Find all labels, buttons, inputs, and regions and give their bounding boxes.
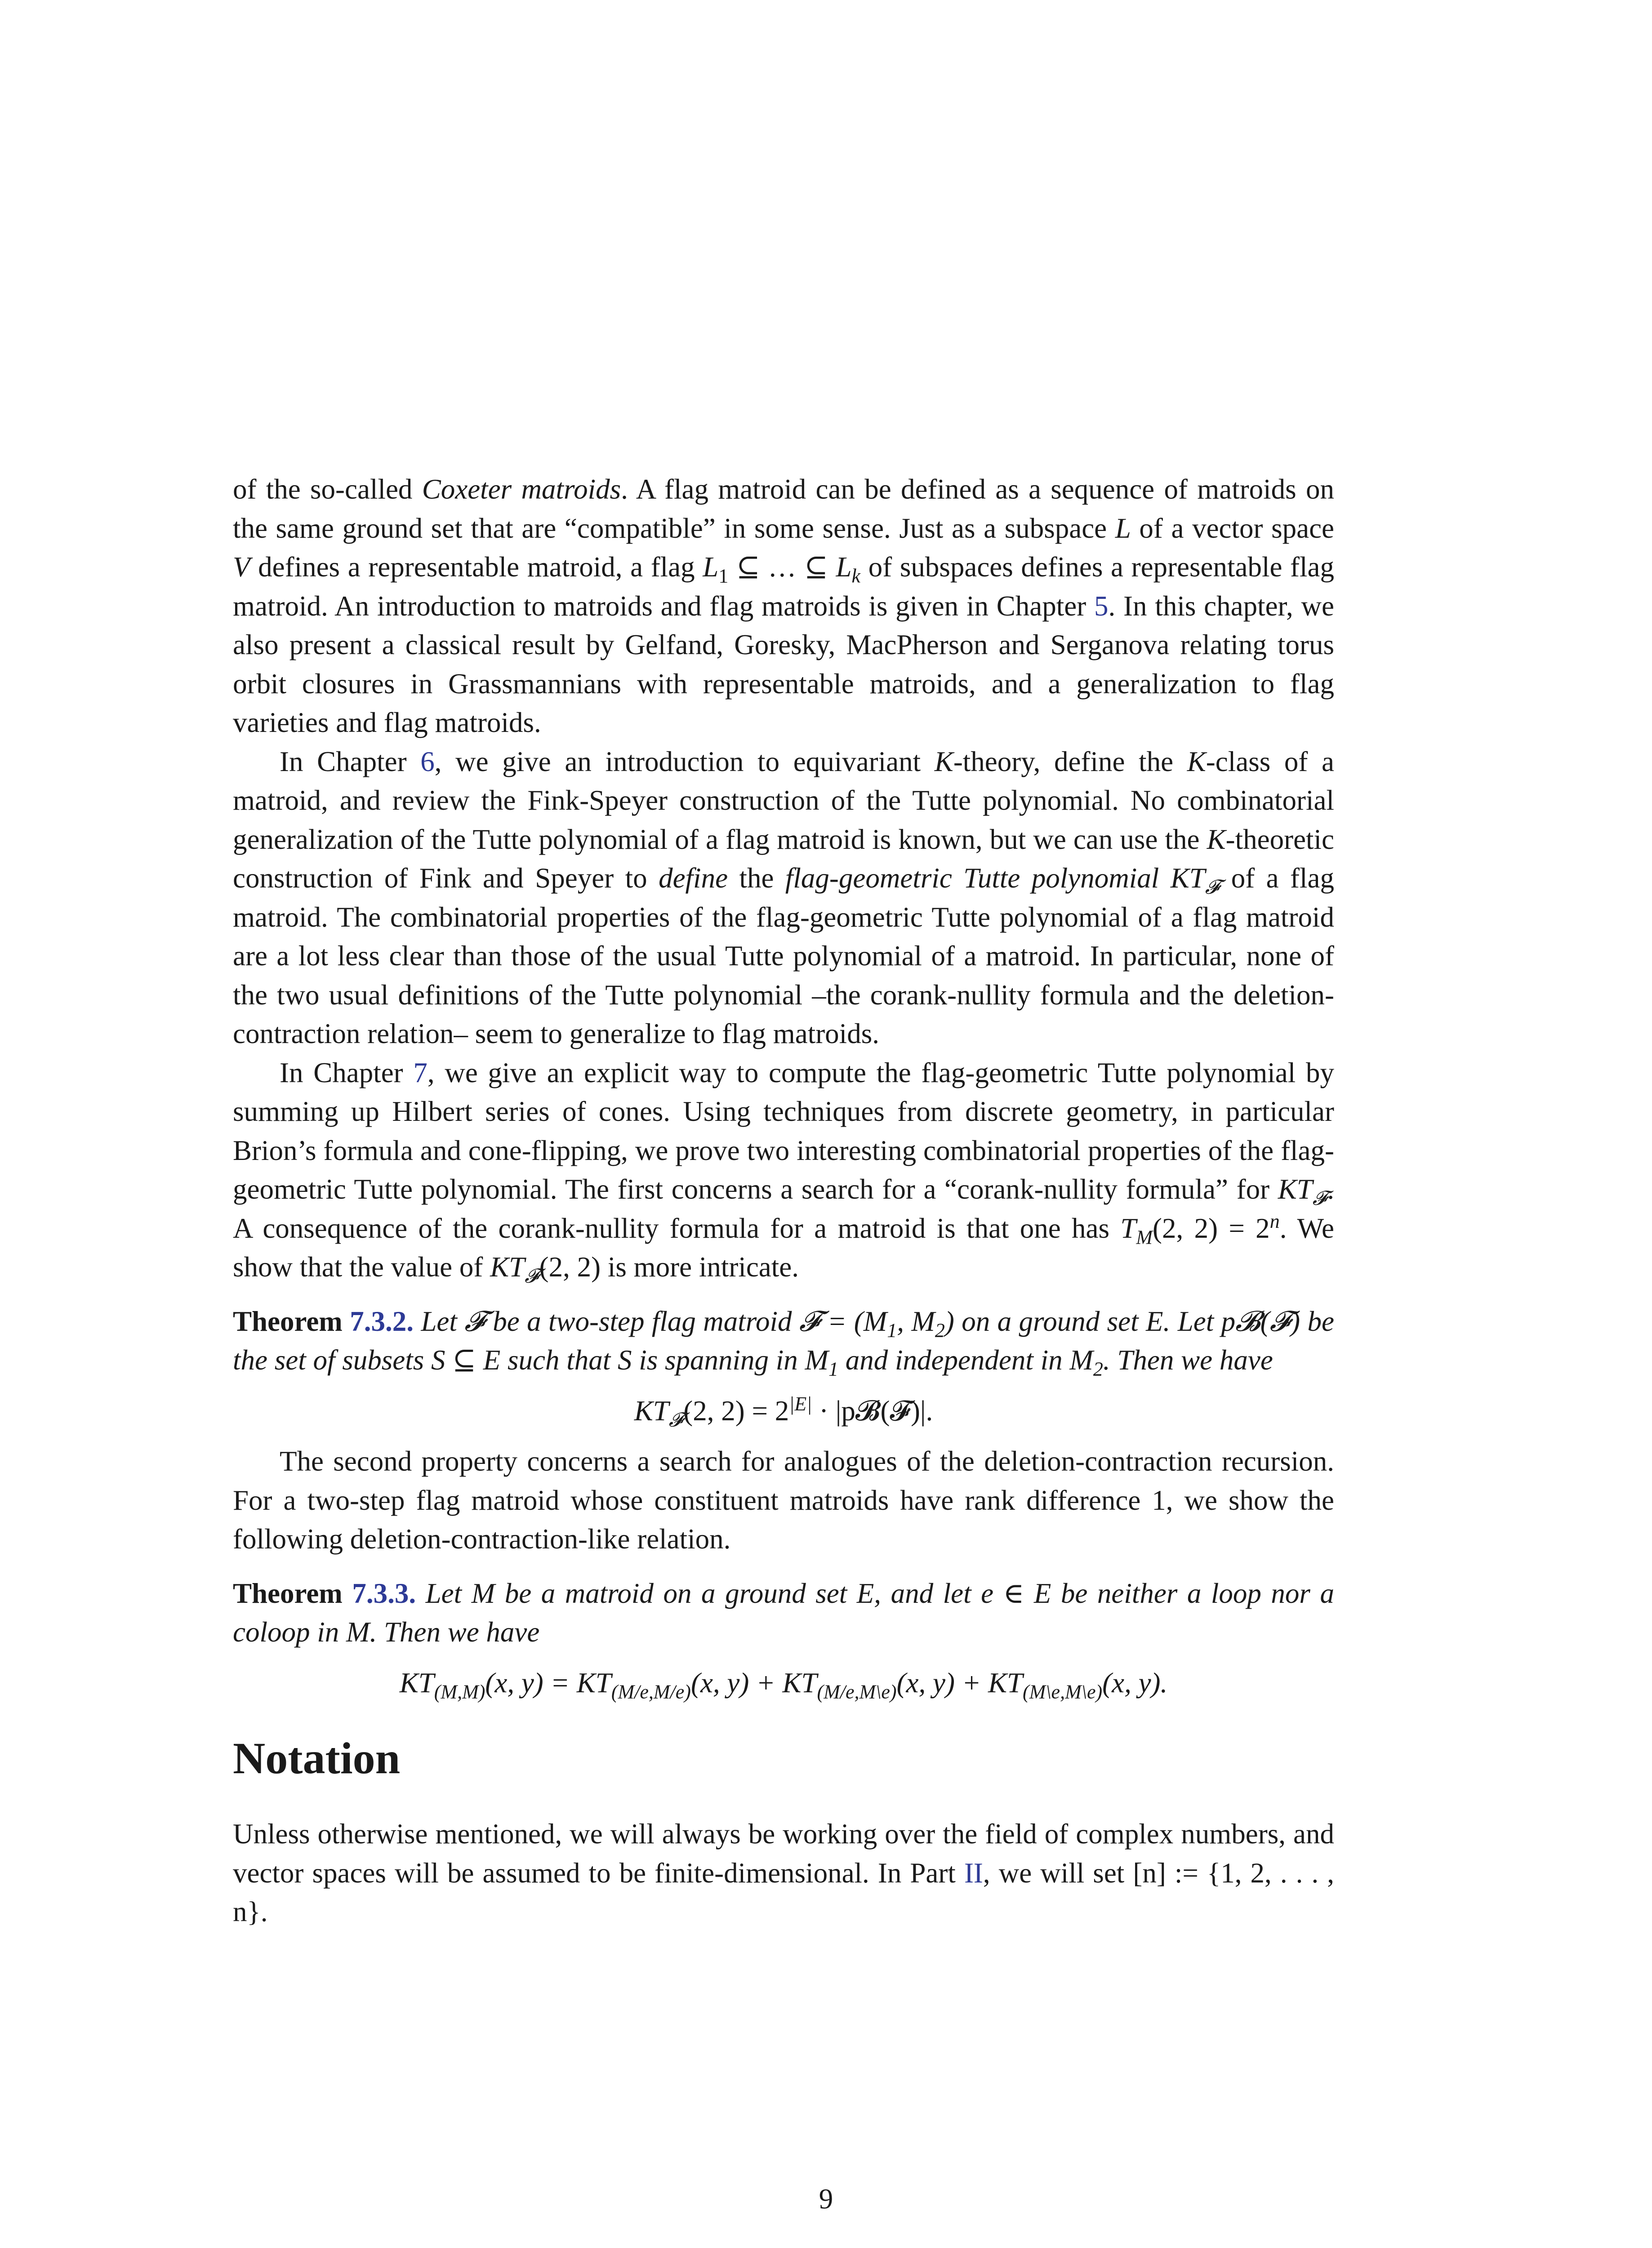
theorem-text: Let 𝓕 be a two-step flag matroid 𝓕 = (M: [413, 1305, 887, 1337]
subscript: (M/e,M\e): [817, 1681, 897, 1703]
emphasis: define: [659, 862, 728, 894]
subscript: (M,M): [434, 1681, 485, 1703]
subscript: 1: [718, 565, 729, 587]
subscript: 2: [935, 1319, 945, 1342]
page-body: [233, 470, 1334, 1931]
subscript: 𝓕: [525, 1264, 539, 1288]
text: of the so-called: [233, 473, 422, 505]
math-symbol: L: [703, 551, 719, 583]
text: , we give an explicit way to compute the flag-geometric Tutte polynomial by summing up Hilbert series of cones. Using techniques from discrete geometry, in particular Brion’s formula and cone-flipping, we prove two interesting combinatorial properties of the flag-geometric Tutte polynomial. The first concerns a search for a “corank-nullity formula” for: [233, 1057, 1334, 1205]
equation-ktf-2-2: [233, 1392, 1334, 1431]
theorem-label: Theorem: [233, 1577, 352, 1609]
paragraph-chapter-7: [233, 1053, 1334, 1287]
paragraph-coxeter: [233, 470, 1334, 742]
math-symbol: KT: [1278, 1173, 1313, 1205]
math-symbol: KT: [1159, 862, 1205, 894]
text: ⊆ … ⊆: [728, 551, 836, 583]
text: -theory, define the: [953, 745, 1187, 777]
text: In Chapter: [280, 1057, 414, 1088]
subscript: (M\e,M\e): [1023, 1681, 1103, 1703]
subscript: 𝓕: [1312, 1186, 1327, 1210]
math-symbol: K: [934, 745, 953, 777]
math-symbol: L: [1115, 512, 1131, 544]
theorem-7-3-2: [233, 1302, 1334, 1431]
text: -class of a matroid, and review the Fink-Speyer construction of the Tutte polynomial. No combinatorial generalization of the Tutte polynomial of a flag matroid is known, but we can use the: [233, 745, 1334, 855]
text: . We show that the value of: [233, 1212, 1334, 1283]
theorem-7-3-3-link[interactable]: 7.3.3.: [352, 1577, 416, 1609]
math-symbol: V: [233, 551, 250, 583]
text: of a vector space: [1131, 512, 1334, 544]
theorem-7-3-3: [233, 1574, 1334, 1703]
math-symbol: K: [1207, 823, 1226, 855]
subscript: M: [1136, 1226, 1153, 1249]
paragraph-notation: [233, 1815, 1334, 1931]
math-symbol: L: [836, 551, 852, 583]
text: of a flag matroid. The combinatorial properties of the flag-geometric Tutte polynomial of a flag matroid are a lot less clear than those of the usual Tutte polynomial of a matroid. In particular, none of the two usual definitions of the Tutte polynomial –the corank-nullity formula and the deletion-contraction relation– seem to generalize to flag matroids.: [233, 862, 1334, 1049]
math-symbol: K: [1187, 745, 1206, 777]
text: of subspaces defines a representable flag matroid. An introduction to matroids and flag matroids is given in Chapter: [233, 551, 1334, 622]
text: In Chapter: [280, 745, 421, 777]
subscript: 2: [1093, 1358, 1103, 1380]
math: KT: [399, 1667, 434, 1699]
subscript: 𝓕: [668, 1408, 684, 1432]
text: Unless otherwise mentioned, we will always be working over the field of complex numbers, and vector spaces will be assumed to be finite-dimensional. In Part: [233, 1818, 1334, 1889]
math: · |p𝓑(𝓕)|.: [812, 1395, 933, 1427]
math-symbol: T: [1120, 1212, 1136, 1244]
theorem-text: ) on a ground set E. Let p𝓑(𝓕) be the set of subsets S ⊆ E such that S is spanning in M: [233, 1305, 1335, 1376]
theorem-text: and independent in M: [838, 1344, 1093, 1376]
theorem-text: Let M be a matroid on a ground set E, and let e ∈ E be neither a loop nor a coloop in M. Then we have: [233, 1577, 1334, 1648]
text: -theoretic construction of Fink and Speyer to: [233, 823, 1334, 894]
text: (2, 2) = 2: [1153, 1212, 1270, 1244]
text: , we give an introduction to equivariant: [434, 745, 935, 777]
equation-deletion-contraction: [233, 1664, 1334, 1703]
term-flag-geometric-tutte: flag-geometric Tutte polynomial: [785, 862, 1159, 894]
text: the: [728, 862, 785, 894]
subscript: 1: [828, 1358, 838, 1380]
subscript: 1: [887, 1319, 897, 1342]
math: (x, y).: [1102, 1667, 1168, 1699]
page-number: 9: [819, 2183, 833, 2215]
theorem-text: . Then we have: [1103, 1344, 1273, 1376]
subscript: (M/e,M/e): [611, 1681, 691, 1703]
math-symbol: KT: [490, 1251, 525, 1283]
text: The second property concerns a search for analogues of the deletion-contraction recursion. For a two-step flag matroid whose constituent matroids have rank difference 1, we show the following deletion-contraction-like relation.: [233, 1445, 1334, 1555]
section-heading-notation: Notation: [233, 1733, 401, 1783]
chapter-5-link[interactable]: 5: [1094, 590, 1109, 622]
text: . A flag matroid can be defined as a sequence of matroids on the same ground set that are “compatible” in some sense. Just as a subspace: [233, 473, 1334, 544]
paragraph-deletion-contraction: [233, 1442, 1334, 1559]
chapter-7-link[interactable]: 7: [413, 1057, 427, 1088]
superscript: n: [1269, 1210, 1280, 1232]
text: . In this chapter, we also present a classical result by Gelfand, Goresky, MacPherson and Serganova relating torus orbit closures in Grassmannians with representable matroids, and a generalization to flag varieties and flag matroids.: [233, 590, 1334, 738]
text: defines a representable matroid, a flag: [250, 551, 703, 583]
math: (2, 2) = 2: [683, 1395, 789, 1427]
math: (x, y) + KT: [896, 1667, 1023, 1699]
part-ii-link[interactable]: II: [964, 1857, 983, 1889]
theorem-text: , M: [897, 1305, 935, 1337]
chapter-6-link[interactable]: 6: [420, 745, 435, 777]
subscript: k: [851, 565, 861, 587]
term-coxeter-matroids: Coxeter matroids: [422, 473, 621, 505]
text: . A consequence of the corank-nullity formula for a matroid is that one has: [233, 1173, 1334, 1244]
paragraph-chapter-6: [233, 742, 1334, 1053]
text: (2, 2) is more intricate.: [539, 1251, 799, 1283]
math: (x, y) = KT: [485, 1667, 611, 1699]
theorem-7-3-2-link[interactable]: 7.3.2.: [350, 1305, 414, 1337]
math: (x, y) + KT: [690, 1667, 817, 1699]
theorem-label: Theorem: [233, 1305, 350, 1337]
math: KT: [634, 1395, 669, 1427]
superscript: |E|: [789, 1392, 812, 1415]
subscript: 𝓕: [1205, 875, 1220, 899]
text: , we will set [n] := {1, 2, . . . , n}.: [233, 1857, 1334, 1927]
